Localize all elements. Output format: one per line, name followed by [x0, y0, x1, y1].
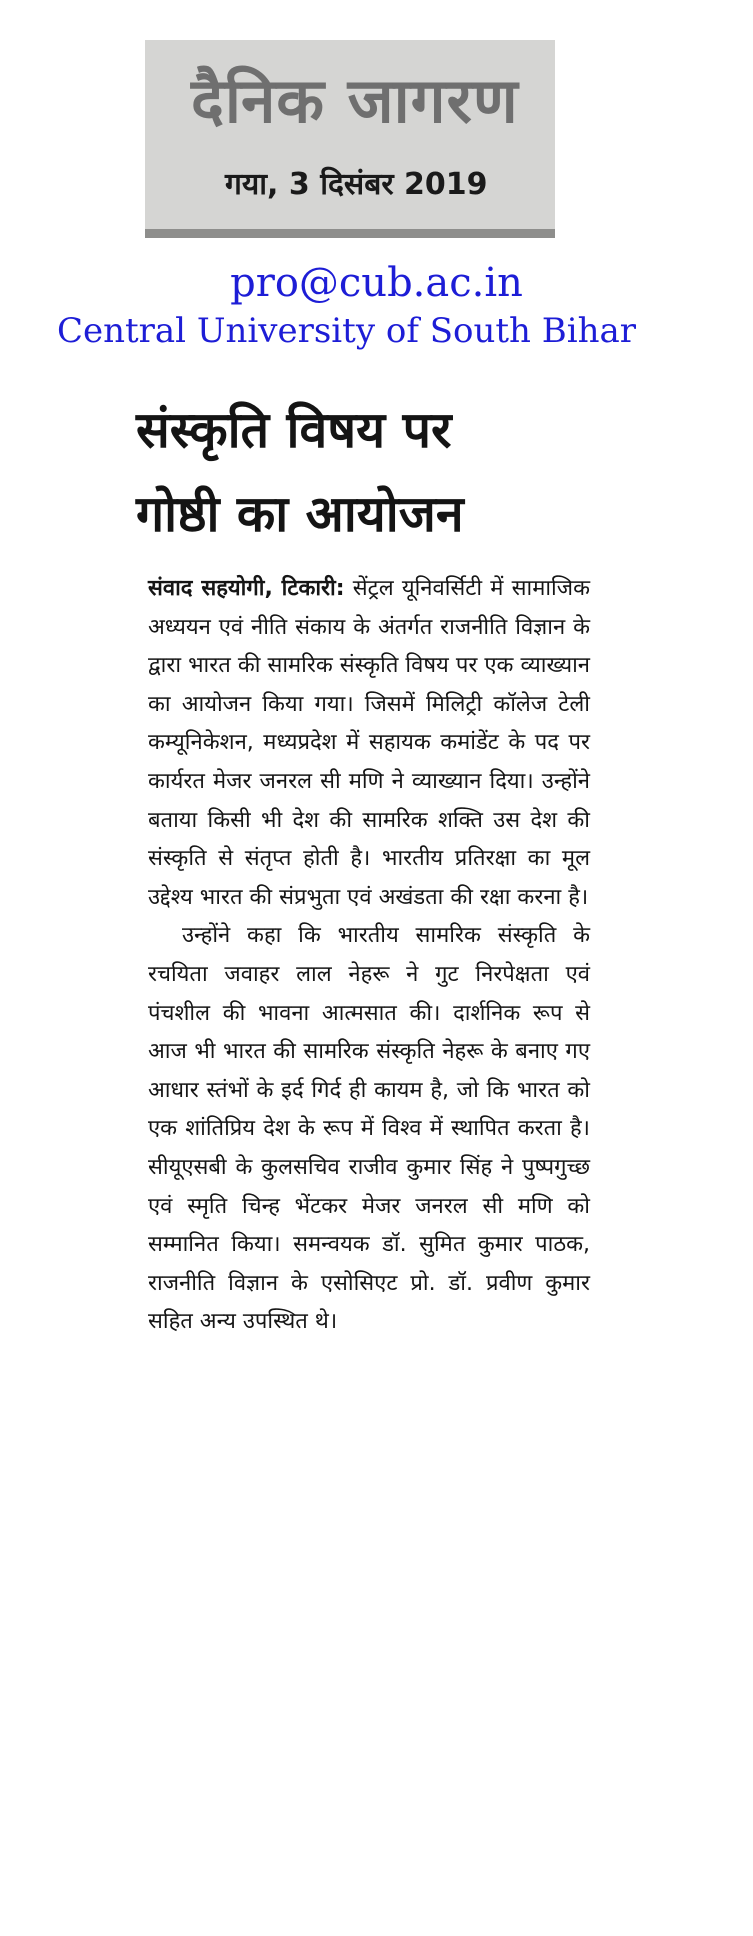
contact-email: pro@cub.ac.in	[230, 260, 523, 306]
article-paragraph-1	[148, 570, 590, 917]
headline-line-1: संस्कृति विषय पर	[136, 401, 452, 459]
article-paragraph-2	[148, 917, 590, 1342]
paragraph-2-text: उन्होंने कहा कि भारतीय सामरिक संस्कृति के रचयिता जवाहर लाल नेहरू ने गुट निरपेक्षता एवं पंचशील की भावना आत्मसात की। दार्शनिक रूप से आज भी भारत की सामरिक संस्कृति नेहरू के बनाए गए आधार स्तंभों के इर्द गिर्द ही कायम है, जो कि भारत को एक शांतिप्रिय देश के रूप में विश्व में स्थापित करता है। सीयूएसबी के कुलसचिव राजीव कुमार सिंह ने पुष्पगुच्छ एवं स्मृति चिन्ह भेंटकर मेजर जनरल सी मणि को सम्मानित किया। समन्वयक डॉ. सुमित कुमार पाठक, राजनीति विज्ञान के एसोसिएट प्रो. डॉ. प्रवीण कुमार सहित अन्य उपस्थित थे।	[148, 923, 590, 1335]
article-body	[148, 570, 590, 1342]
edition-date: गया, 3 दिसंबर 2019	[225, 167, 488, 202]
paragraph-1-text: सेंट्रल यूनिवर्सिटी में सामाजिक अध्ययन एवं नीति संकाय के अंतर्गत राजनीति विज्ञान के द्वारा भारत की सामरिक संस्कृति विषय पर एक व्याख्यान का आयोजन किया गया। जिसमें मिलिट्री कॉलेज टेली कम्यूनिकेशन, मध्यप्रदेश में सहायक कमांडेंट के पद पर कार्यरत मेजर जनरल सी मणि ने व्याख्यान दिया। उन्होंने बताया किसी भी देश की सामरिक शक्ति उस देश की संस्कृति से संतृप्त होती है। भारतीय प्रतिरक्षा का मूल उद्देश्य भारत की संप्रभुता एवं अखंडता की रक्षा करना है।	[148, 576, 590, 910]
article-dateline: संवाद सहयोगी, टिकारी:	[148, 576, 345, 601]
article-headline	[136, 388, 726, 556]
contact-block	[0, 258, 753, 354]
headline-line-2: गोष्ठी का आयोजन	[136, 485, 464, 543]
newspaper-name: दैनिक जागरण	[191, 64, 519, 137]
newspaper-masthead	[145, 40, 555, 238]
organization-name: Central University of South Bihar	[56, 311, 637, 351]
